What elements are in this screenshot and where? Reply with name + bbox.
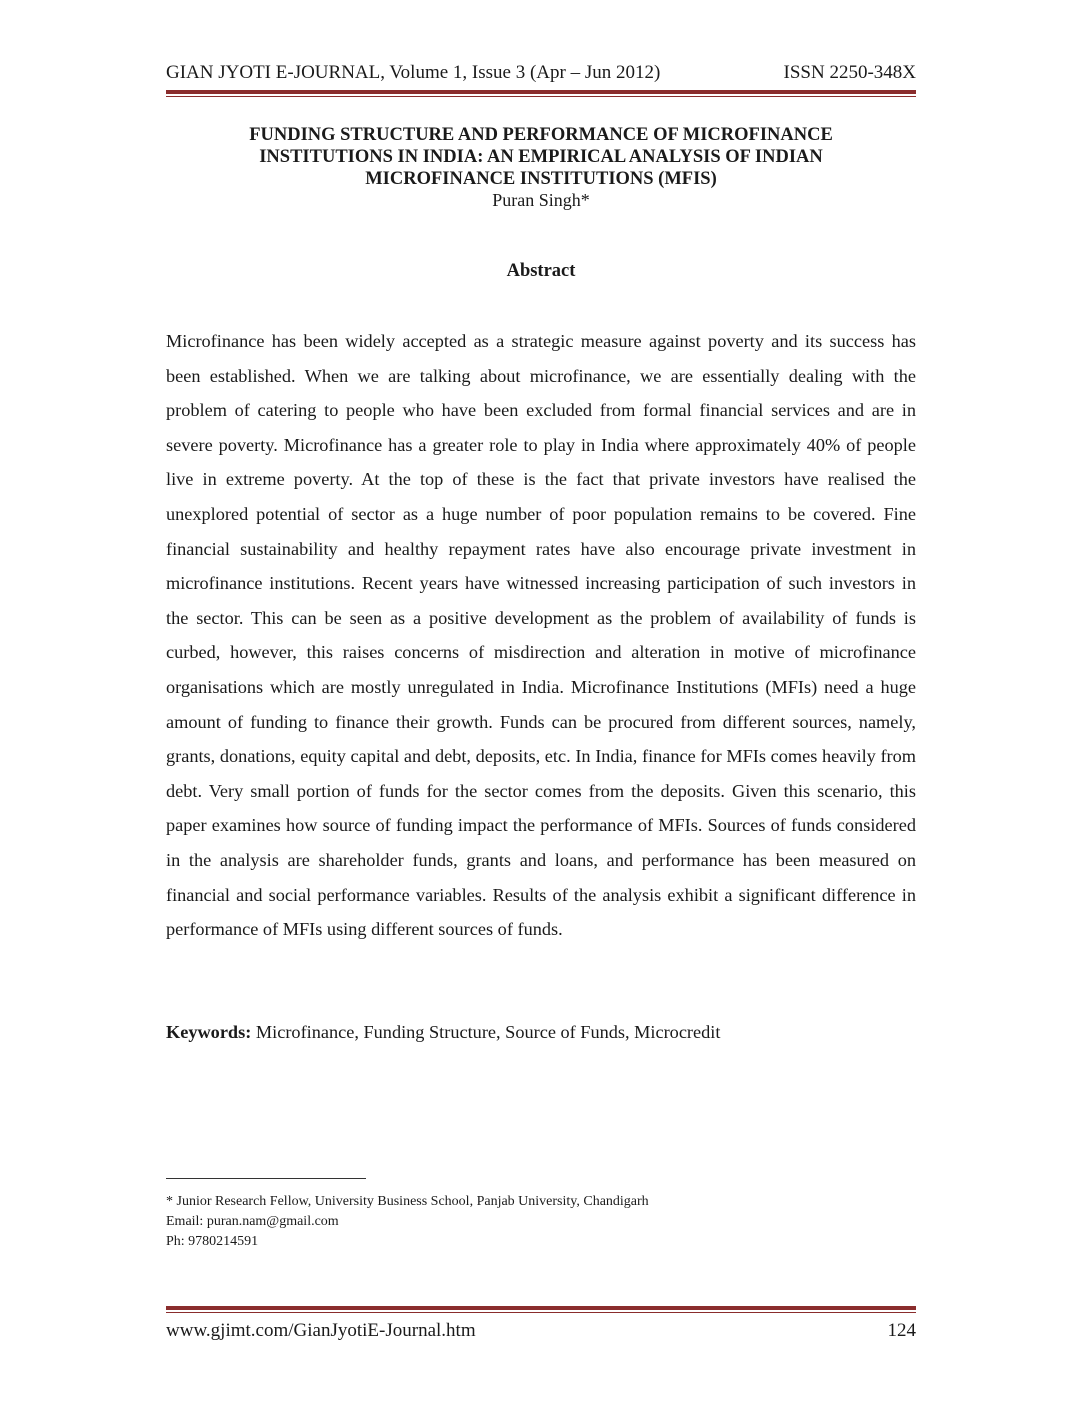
footnote-phone: Ph: 9780214591	[166, 1234, 259, 1249]
header-rule-thick	[166, 90, 916, 94]
title-line: MICROFINANCE INSTITUTIONS (MFIS)	[365, 169, 717, 189]
footnote-affiliation: * Junior Research Fellow, University Business School, Panjab University, Chandigarh	[166, 1194, 649, 1209]
title-line: FUNDING STRUCTURE AND PERFORMANCE OF MICROFINANCE	[249, 125, 833, 145]
abstract-heading: Abstract	[506, 261, 576, 281]
keywords-label: Keywords:	[166, 1022, 252, 1042]
title-line: INSTITUTIONS IN INDIA: AN EMPIRICAL ANALYSIS OF INDIAN	[259, 147, 823, 167]
journal-citation: GIAN JYOTI E-JOURNAL, Volume 1, Issue 3 (Apr – Jun 2012)	[166, 62, 661, 83]
issn-label: ISSN 2250-348X	[783, 62, 916, 83]
footer-rule-thin	[166, 1312, 916, 1313]
journal-url: www.gjimt.com/GianJyotiE-Journal.htm	[166, 1320, 476, 1341]
author-name: Puran Singh*	[492, 190, 590, 210]
footnote-email: Email: puran.nam@gmail.com	[166, 1214, 339, 1229]
abstract-body: Microfinance has been widely accepted as a strategic measure against poverty and its success has been established. When we are talking about microfinance, we are essentially dealing with the problem of catering to people who have been excluded from formal financial services and are in severe poverty. Microfinance has a greater role to play in India where approximately 40% of people live in extreme poverty. At the top of these is the fact that private investors have realised the unexplored potential of sector as a huge number of poor population remains to be covered. Fine financial sustainability and healthy repayment rates have also encourage private investment in microfinance institutions. Recent years have witnessed increasing participation of such investors in the sector. This can be seen as a positive development as the problem of availability of funds is curbed, however, this raises concerns of misdirection and alteration in motive of microfinance organisations which are mostly unregulated in India. Microfinance Institutions (MFIs) need a huge amount of funding to finance their growth. Funds can be procured from different sources, namely, grants, donations, equity capital and debt, deposits, etc. In India, finance for MFIs comes heavily from debt. Very small portion of funds for the sector comes from the deposits. Given this scenario, this paper examines how source of funding impact the performance of MFIs. Sources of funds considered in the analysis are shareholder funds, grants and loans, and performance has been measured on financial and social performance variables. Results of the analysis exhibit a significant difference in performance of MFIs using different sources of funds.	[166, 331, 916, 940]
header-rule-thin	[166, 96, 916, 97]
keywords	[166, 1019, 916, 1045]
paper-title	[166, 124, 916, 190]
running-footer	[166, 1318, 916, 1344]
running-header	[166, 60, 916, 86]
footer-rule-thick	[166, 1306, 916, 1310]
footnote-separator	[166, 1178, 366, 1179]
author-footnote	[166, 1192, 916, 1252]
keywords-list: Microfinance, Funding Structure, Source of Funds, Microcredit	[255, 1022, 721, 1042]
page-number: 124	[887, 1320, 916, 1341]
